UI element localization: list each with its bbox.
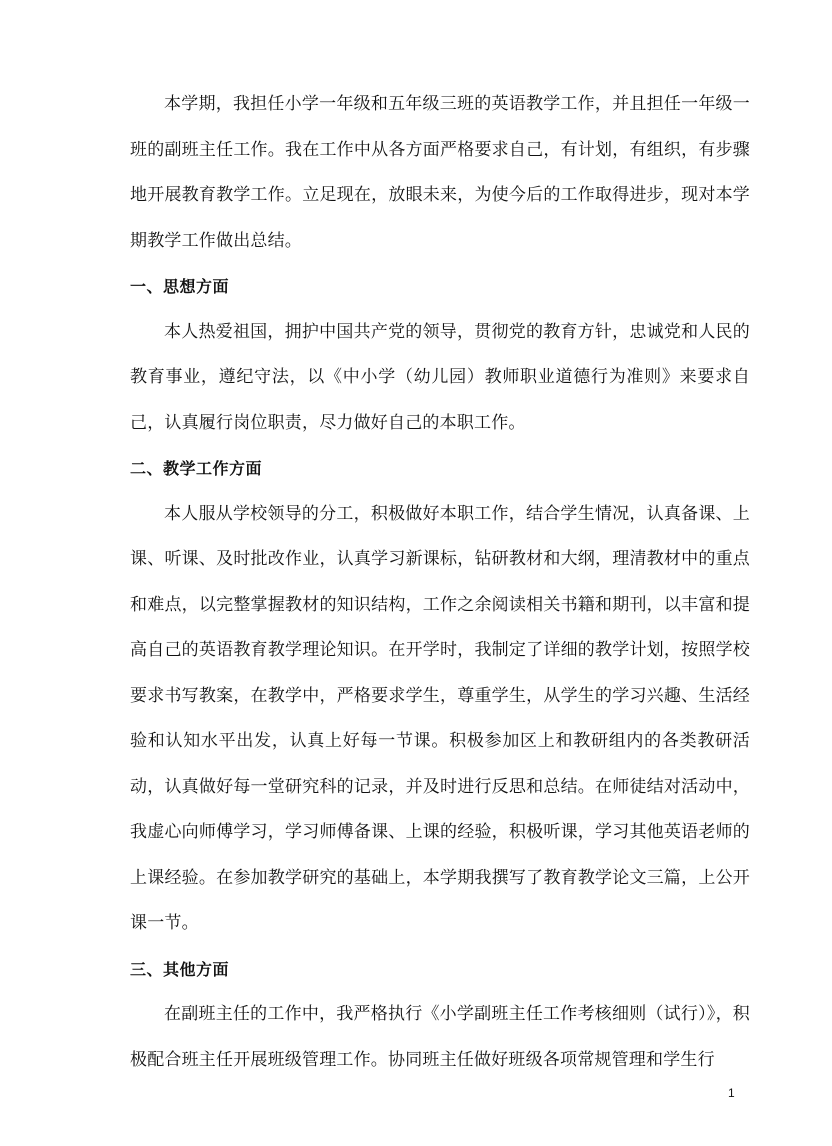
intro-paragraph: 本学期，我担任小学一年级和五年级三班的英语教学工作，并且担任一年级一班的副班主任工作。我在工作中从各方面严格要求自己，有计划，有组织，有步骤地开展教育教学工作。立足现在，放眼未来，为使今后的工作取得进步，现对本学期教学工作做出总结。 xyxy=(130,94,750,251)
section-heading-teaching: 二、教学工作方面 xyxy=(130,459,263,478)
document-body xyxy=(130,82,750,1083)
page-number: 1 xyxy=(728,1086,735,1100)
section-heading-thought: 一、思想方面 xyxy=(130,277,230,296)
section-paragraph-teaching: 本人服从学校领导的分工，积极做好本职工作，结合学生情况，认真备课、上课、听课、及时批改作业，认真学习新课标，钻研教材和大纲，理清教材中的重点和难点，以完整掌握教材的知识结构，工作之余阅读相关书籍和期刊，以丰富和提高自己的英语教育教学理论知识。在开学时，我制定了详细的教学计划，按照学校要求书写教案，在教学中，严格要求学生，尊重学生，从学生的学习兴趣、生活经验和认知水平出发，认真上好每一节课。积极参加区上和教研组内的各类教研活动，认真做好每一堂研究科的记录，并及时进行反思和总结。在师徒结对活动中，我虚心向师傅学习，学习师傅备课、上课的经验，积极听课，学习其他英语老师的上课经验。在参加教学研究的基础上，本学期我撰写了教育教学论文三篇，上公开课一节。 xyxy=(130,503,750,933)
section-paragraph-thought: 本人热爱祖国，拥护中国共产党的领导，贯彻党的教育方针，忠诚党和人民的教育事业，遵纪守法，以《中小学（幼儿园）教师职业道德行为准则》来要求自己，认真履行岗位职责，尽力做好自己的本职工作。 xyxy=(130,321,750,433)
section-heading-other: 三、其他方面 xyxy=(130,959,230,979)
section-paragraph-other: 在副班主任的工作中，我严格执行《小学副班主任工作考核细则（试行）》，积极配合班主任开展班级管理工作。协同班主任做好班级各项常规管理和学生行 xyxy=(130,1004,750,1070)
